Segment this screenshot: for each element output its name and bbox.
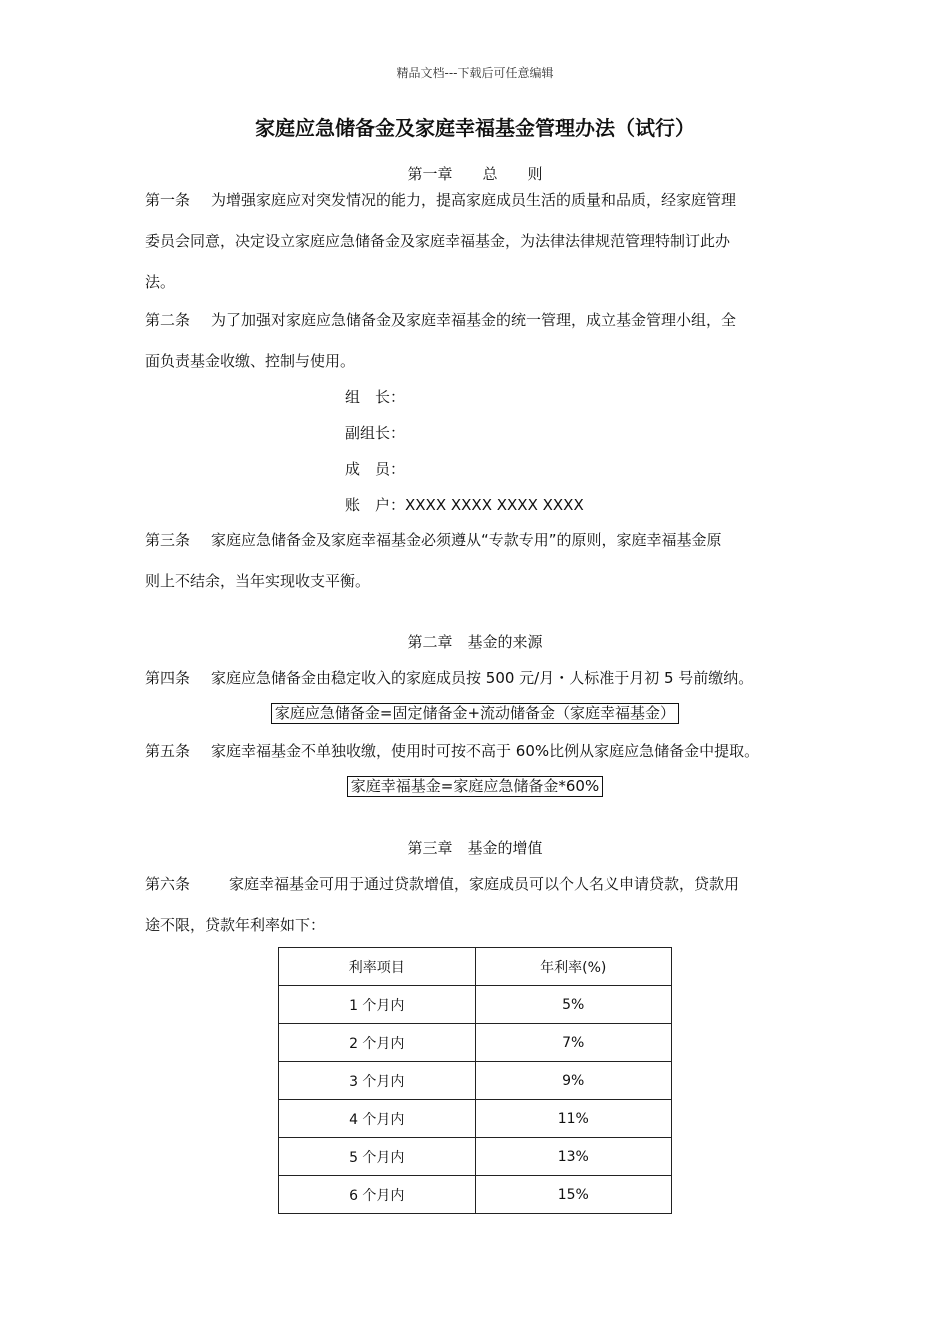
article-1-line-1 [145,189,736,210]
article-1-line-3: 法。 [145,273,176,291]
document-title: 家庭应急储备金及家庭幸福基金管理办法（试行） [255,116,695,140]
chapter-2-heading: 第二章 基金的来源 [407,633,543,651]
interest-rate-table [278,947,672,1214]
table-header-row [279,948,672,986]
article-6-label: 第六条 [145,875,191,893]
rate-value: 15% [475,1176,672,1214]
rate-term: 6 个月内 [279,1176,476,1214]
article-6-line-2: 途不限，贷款年利率如下： [145,916,326,934]
table-row [279,986,672,1024]
rate-value: 13% [475,1138,672,1176]
header-annual-rate: 年利率(%) [475,948,672,986]
rate-value: 7% [475,1024,672,1062]
chapter-3-heading: 第三章 基金的增值 [407,839,543,857]
rate-term: 3 个月内 [279,1062,476,1100]
chapter-1-heading: 第一章 总 则 [407,165,543,183]
formula-happiness-box: 家庭幸福基金=家庭应急储备金*60% [347,776,603,797]
table-row [279,1176,672,1214]
rate-term: 1 个月内 [279,986,476,1024]
table-row [279,1138,672,1176]
rate-term: 2 个月内 [279,1024,476,1062]
article-6-line-1 [145,873,739,894]
group-deputy: 副组长： [345,424,406,442]
article-2-text: 为了加强对家庭应急储备金及家庭幸福基金的统一管理，成立基金管理小组，全 [211,311,737,329]
rate-value: 5% [475,986,672,1024]
rate-term: 5 个月内 [279,1138,476,1176]
rate-value: 9% [475,1062,672,1100]
article-3-line-2: 则上不结余，当年实现收支平衡。 [145,572,371,590]
article-5-text: 家庭幸福基金不单独收缴，使用时可按不高于 60%比例从家庭应急储备金中提取。 [211,742,760,760]
article-2-line-2: 面负责基金收缴、控制与使用。 [145,352,356,370]
rate-value: 11% [475,1100,672,1138]
article-1-line-2: 委员会同意，决定设立家庭应急储备金及家庭幸福基金，为法律法律规范管理特制订此办 [145,232,731,250]
article-5 [145,740,759,761]
article-4-text: 家庭应急储备金由稳定收入的家庭成员按 500 元/月・人标准于月初 5 号前缴纳。 [211,669,754,687]
article-2-label: 第二条 [145,311,191,329]
table-row [279,1100,672,1138]
article-6-text: 家庭幸福基金可用于通过贷款增值，家庭成员可以个人名义申请贷款，贷款用 [229,875,740,893]
article-5-label: 第五条 [145,742,191,760]
rate-term: 4 个月内 [279,1100,476,1138]
article-1-text: 为增强家庭应对突发情况的能力，提高家庭成员生活的质量和品质，经家庭管理 [211,191,737,209]
article-3-text: 家庭应急储备金及家庭幸福基金必须遵从“专款专用”的原则，家庭幸福基金原 [211,531,722,549]
table-row [279,1062,672,1100]
group-members: 成 员： [345,460,406,478]
article-2-line-1 [145,309,736,330]
article-1-label: 第一条 [145,191,191,209]
article-3-label: 第三条 [145,531,191,549]
formula-reserve-box: 家庭应急储备金=固定储备金+流动储备金（家庭幸福基金） [271,703,679,724]
article-3-line-1 [145,529,722,550]
group-leader: 组 长： [345,388,406,406]
formula-reserve [0,703,950,724]
article-4-label: 第四条 [145,669,191,687]
formula-happiness [0,776,950,797]
article-4 [145,667,753,688]
page-header: 精品文档---下载后可任意编辑 [396,66,554,80]
fund-account: 账 户：XXXX XXXX XXXX XXXX [345,496,584,514]
table-row [279,1024,672,1062]
header-rate-item: 利率项目 [279,948,476,986]
